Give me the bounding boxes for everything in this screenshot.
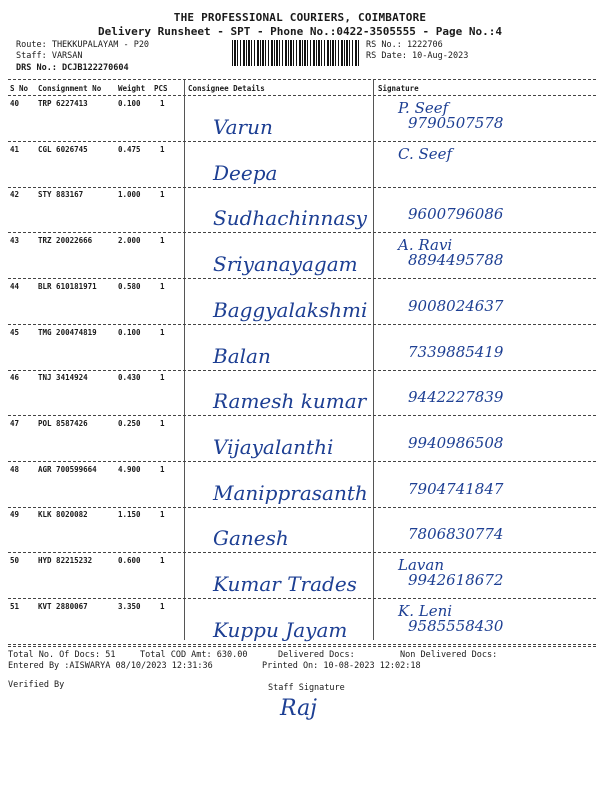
receiver-phone: 7904741847 (408, 479, 504, 498)
weight-cell: 3.350 (118, 601, 141, 611)
table-row (8, 417, 596, 463)
pcs-cell: 1 (160, 464, 165, 474)
consignment-cell: TNJ 3414924 (38, 373, 88, 383)
staff-signature-handwriting: Raj (280, 696, 318, 721)
table-row (8, 143, 596, 189)
table-bottom-divider (8, 646, 596, 647)
delivered-docs: Delivered Docs: (278, 650, 355, 660)
staff-signature-label: Staff Signature (268, 683, 345, 693)
printed-on: Printed On: 10-08-2023 12:02:18 (262, 661, 421, 671)
receiver-signature: K. Leni (398, 601, 453, 620)
consignee-name-handwriting: Sriyanayagam (213, 252, 358, 277)
receiver-phone: 9600796086 (408, 205, 504, 224)
receiver-phone: 9790507578 (408, 114, 504, 132)
receiver-signature: A. Ravi (398, 236, 453, 255)
rs-number: RS No.: 1222706 (366, 40, 443, 50)
consignee-name-handwriting: Sudhachinnasy (213, 206, 367, 231)
consignee-name-handwriting: Ramesh kumar (213, 389, 367, 414)
receiver-phone: 9585558430 (408, 616, 504, 635)
weight-cell: 4.900 (118, 464, 141, 474)
header-divider-top (8, 79, 596, 80)
sno-cell: 42 (10, 190, 20, 200)
sno-cell: 44 (10, 281, 20, 291)
total-cod: Total COD Amt: 630.00 (140, 650, 248, 660)
consignment-cell: KVT 2880067 (38, 601, 88, 611)
weight-cell: 0.250 (118, 418, 141, 428)
entered-by: Entered By :AISWARYA 08/10/2023 12:31:36 (8, 661, 213, 671)
table-row (8, 508, 596, 554)
consignee-name-handwriting: Ganesh (213, 526, 289, 551)
consignment-cell: STY 883167 (38, 190, 84, 200)
weight-cell: 1.150 (118, 510, 141, 520)
rs-date: RS Date: 10-Aug-2023 (366, 51, 469, 61)
col-signature: Signature (378, 84, 419, 93)
table-row (8, 234, 596, 280)
consignment-cell: TRZ 20022666 (38, 236, 93, 246)
consignment-cell: HYD 82215232 (38, 556, 93, 565)
pcs-cell: 1 (160, 281, 165, 291)
consignee-name-handwriting: Balan (213, 343, 271, 368)
consignment-cell: CGL 6026745 (38, 144, 88, 154)
receiver-phone: 9940986508 (408, 433, 504, 452)
weight-cell: 0.100 (118, 99, 141, 108)
weight-cell: 0.580 (118, 281, 141, 291)
weight-cell: 0.100 (118, 327, 141, 337)
sno-cell: 48 (10, 464, 20, 474)
consignee-name-handwriting: Vijayalanthi (213, 434, 334, 459)
pcs-cell: 1 (160, 556, 165, 565)
receiver-phone: 7339885419 (408, 342, 504, 361)
weight-cell: 0.600 (118, 556, 141, 565)
col-weight: Weight (118, 84, 146, 93)
consignee-name-handwriting: Varun (213, 115, 273, 139)
consignee-name-handwriting: Deepa (213, 160, 278, 185)
receiver-signature: P. Seef (398, 99, 449, 117)
table-row (8, 280, 596, 326)
consignment-cell: BLR 610181971 (38, 281, 97, 291)
sno-cell: 51 (10, 601, 20, 611)
consignment-cell: POL 8587426 (38, 418, 88, 428)
table-row (8, 554, 596, 600)
sno-cell: 45 (10, 327, 20, 337)
table-row (8, 97, 596, 143)
col-sno: S No (10, 84, 29, 93)
sno-cell: 40 (10, 99, 20, 108)
table-row (8, 463, 596, 509)
receiver-signature: C. Seef (398, 144, 453, 163)
table-row (8, 326, 596, 372)
consignee-name-handwriting: Manipprasanth (213, 480, 368, 505)
sno-cell: 41 (10, 144, 20, 154)
sno-cell: 50 (10, 556, 20, 565)
drs-number: DRS No.: DCJB122270604 (16, 63, 129, 73)
weight-cell: 0.430 (118, 373, 141, 383)
pcs-cell: 1 (160, 99, 165, 108)
verified-by: Verified By (8, 680, 65, 690)
pcs-cell: 1 (160, 510, 165, 520)
consignment-cell: AGR 700599664 (38, 464, 97, 474)
table-row (8, 188, 596, 234)
pcs-cell: 1 (160, 144, 165, 154)
table-row (8, 600, 596, 646)
route-label: Route: THEKKUPALAYAM - P20 (16, 40, 150, 50)
receiver-signature: Lavan (398, 556, 444, 574)
receiver-phone: 9942618672 (408, 571, 504, 589)
consignee-name-handwriting: Baggyalakshmi (213, 297, 368, 322)
pcs-cell: 1 (160, 190, 165, 200)
pcs-cell: 1 (160, 601, 165, 611)
consignee-name-handwriting: Kumar Trades (213, 572, 357, 596)
company-title: THE PROFESSIONAL COURIERS, COIMBATORE (173, 11, 427, 24)
total-docs: Total No. Of Docs: 51 (8, 650, 116, 660)
barcode (232, 40, 360, 66)
weight-cell: 1.000 (118, 190, 141, 200)
weight-cell: 0.475 (118, 144, 141, 154)
pcs-cell: 1 (160, 236, 165, 246)
receiver-phone: 9442227839 (408, 388, 504, 407)
pcs-cell: 1 (160, 373, 165, 383)
non-delivered-docs: Non Delivered Docs: (400, 650, 498, 660)
receiver-phone: 7806830774 (408, 525, 504, 544)
staff-label: Staff: VARSAN (16, 51, 83, 61)
table-row (8, 371, 596, 417)
col-consignee: Consignee Details (188, 84, 265, 93)
sno-cell: 49 (10, 510, 20, 520)
receiver-phone: 9008024637 (408, 296, 504, 315)
pcs-cell: 1 (160, 327, 165, 337)
consignment-cell: KLK 8020082 (38, 510, 88, 520)
pcs-cell: 1 (160, 418, 165, 428)
sno-cell: 43 (10, 236, 20, 246)
consignment-cell: TMG 200474819 (38, 327, 97, 337)
col-pcs: PCS (154, 84, 168, 93)
runsheet-subtitle: Delivery Runsheet - SPT - Phone No.:0422-3505555 - Page No.:4 (98, 25, 502, 38)
consignee-name-handwriting: Kuppu Jayam (213, 617, 348, 642)
receiver-phone: 8894495788 (408, 251, 504, 270)
sno-cell: 46 (10, 373, 20, 383)
sno-cell: 47 (10, 418, 20, 428)
weight-cell: 2.000 (118, 236, 141, 246)
col-consignment: Consignment No (38, 84, 102, 93)
row-divider (8, 644, 596, 645)
header-divider-bottom (8, 95, 596, 96)
consignment-cell: TRP 6227413 (38, 99, 88, 108)
